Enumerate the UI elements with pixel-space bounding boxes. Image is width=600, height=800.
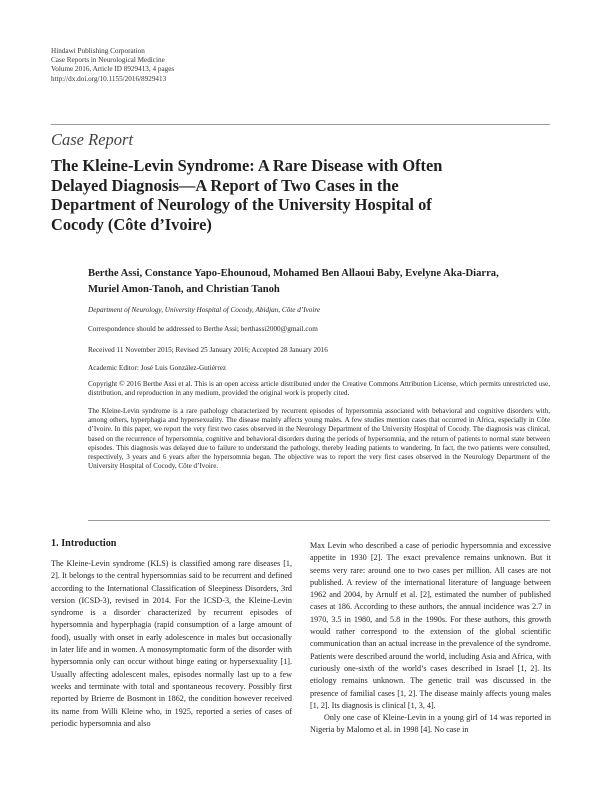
correspondence: Correspondence should be addressed to Berthe Assi; berthassi2000@gmail.com: [88, 325, 318, 333]
header-divider: [51, 124, 550, 125]
abstract-divider: [88, 520, 550, 521]
body-column-right: [310, 540, 551, 737]
paragraph: The Kleine-Levin syndrome (KLS) is classified among rare diseases [1, 2]. It belongs to the central hypersomnias said to be recurrent and defined according to the International Classification of Sleepiness Disorders, 3rd version (ICSD-3), revised in 2014. For the ICSD-3, the Kleine-Levin syndrome is a disorder characterized by recurrent episodes of hypersomnia and hyperphagia (rapid consumption of a large amount of food), usually with onset in early adolescence in males but occasionally in later life and in women. A monosymptomatic form of the disorder with hypersomnia only can occur without binge eating or hypersexuality [1]. Usually affecting adolescent males, episodes normally last up to a few weeks and terminate with total and spontaneous recovery. Possibly first reported by Brierre de Bosmont in 1862, the condition however received its name from Willi Kleine who, in 1925, reported a series of cases of periodic hypersomnia and also: [51, 559, 292, 728]
journal-name: Case Reports in Neurological Medicine: [51, 56, 165, 65]
abstract: The Kleine-Levin syndrome is a rare pathology characterized by recurrent episodes of hypersomnia associated with behavioral and cognitive disorders with, among others, hyperphagia and hypersexuality. The disease mainly affects young males. A few studies mention cases that occurred in Africa, especially in Côte d’Ivoire. In this paper, we report the very first two cases observed in the Neurology Department of the University Hospital of Cocody. The diagnosis was clinical, based on the recurrence of hypersomnia, cognitive and behavioral disorders during the periods of hypersomnia, and the return of patients to normal state between episodes. This diagnosis was delayed due to failure to understand the pathology, thereby leading patients to wandering. In fact, the two patients were consulted, respectively, 3 years and 6 years after the hypersomnia began. The objective was to report the very first cases observed in the Neurology Department of the University Hospital of Cocody, Côte d’Ivoire.: [88, 407, 550, 471]
affiliation: Department of Neurology, University Hospital of Cocody, Abidjan, Côte d’Ivoire: [88, 306, 321, 314]
volume-line: Volume 2016, Article ID 8929413, 4 pages: [51, 65, 175, 74]
paragraph: Max Levin who described a case of periodic hypersomnia and excessive appetite in 1930 [2]. The exact prevalence remains unknown. But it seems very rare: around one to two cases per million. All cases are not published. A review of the international literature of language between 1962 and 2004, by Arnulf et al. [2], estimated the number of published cases at 186. According to these authors, the annual incidence was 2.7 in 1970, 3.5 in 1980, and 5.8 in the 1990s. For these authors, this growth would rather correspond to the extension of the global scientific communication than an actual increase in the prevalence of the syndrome. Patients were described around the world, including Asia and Africa, with curiously one-sixth of the world’s cases described in Israel [1, 2]. Its etiology remains unknown. The genetic trail was discussed in the presence of familial cases [1, 2]. The disease mainly affects young males [1, 2]. Its diagnosis is clinical [1, 3, 4].: [310, 541, 551, 710]
paragraph: Only one case of Kleine-Levin in a young girl of 14 was reported in Nigeria by Malomo et al. in 1998 [4]. No case in: [310, 713, 551, 735]
article-type: Case Report: [51, 130, 134, 149]
publisher-line: Hindawi Publishing Corporation: [51, 47, 145, 55]
doi-link[interactable]: http://dx.doi.org/10.1155/2016/8929413: [51, 74, 167, 83]
article-title: The Kleine-Levin Syndrome: A Rare Disease with Often Delayed Diagnosis—A Report of Two Cases in the Department of Neurology of the University Hospital of Cocody (Côte d’Ivoire): [51, 156, 443, 234]
article-dates: Received 11 November 2015; Revised 25 January 2016; Accepted 28 January 2016: [88, 346, 328, 354]
academic-editor: Academic Editor: José Luis González-Gutiérrez: [88, 364, 227, 372]
section-heading: 1. Introduction: [51, 538, 117, 549]
copyright-notice: Copyright © 2016 Berthe Assi et al. This is an open access article distributed under the Creative Commons Attribution License, which permits unrestricted use, distribution, and reproduction in any medium, provided the original work is properly cited.: [88, 380, 550, 397]
journal-header: [51, 47, 174, 84]
author-list: Berthe Assi, Constance Yapo-Ehounoud, Mohamed Ben Allaoui Baby, Evelyne Aka-Diarra, Muriel Amon-Tanoh, and Christian Tanoh: [88, 268, 499, 295]
body-column-left: [51, 538, 292, 730]
